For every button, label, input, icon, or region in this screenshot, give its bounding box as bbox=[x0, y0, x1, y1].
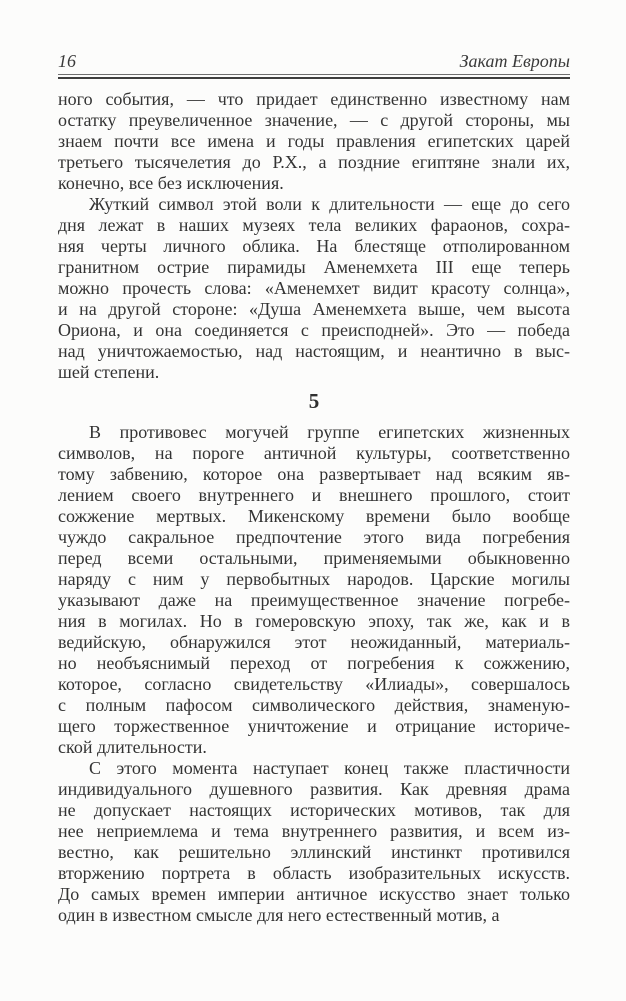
header-rule bbox=[58, 74, 570, 79]
text-line: не допускает настоящих исторических мотивов, так для bbox=[58, 800, 570, 820]
text-line: указывают даже на преимущественное значение погребе- bbox=[58, 590, 570, 610]
running-head bbox=[58, 51, 570, 72]
text-line: один в известном смысле для него естественный мотив, а bbox=[58, 905, 500, 925]
text-line: символов, на пороге античной культуры, соответственно bbox=[58, 443, 570, 463]
text-line: щего торжественное уничтожение и отрицание историче- bbox=[58, 716, 570, 736]
text-line: чуждо сакральное предпочтение этого вида погребения bbox=[58, 527, 570, 547]
text-line: ного события, — что придает единственно известному нам bbox=[58, 89, 570, 109]
text-line: перед всеми остальными, применяемыми обыкновенно bbox=[58, 548, 570, 568]
text-line: лением своего внутреннего и внешнего прошлого, стоит bbox=[58, 485, 570, 505]
text-line: конечно, все без исключения. bbox=[58, 173, 284, 193]
text-line: остатку преувеличенное значение, — с другой стороны, мы bbox=[58, 110, 570, 130]
section-heading: 5 bbox=[308, 389, 320, 413]
text-line: нее неприемлема и тема внутреннего развития, и всем из- bbox=[58, 821, 570, 841]
text-line: дня лежат в наших музеях тела великих фараонов, сохра- bbox=[58, 215, 570, 235]
text-line: над уничтожаемостью, над настоящим, и неантично в выс- bbox=[58, 341, 570, 361]
paragraph bbox=[58, 89, 570, 194]
text-line: и на другой стороне: «Душа Аменемхета выше, чем высота bbox=[58, 299, 570, 319]
text-line: сожжение мертвых. Микенскому времени было вообще bbox=[58, 506, 570, 526]
text-line: индивидуального душевного развития. Как древняя драма bbox=[58, 779, 570, 799]
text-line: наряду с ним у первобытных народов. Царские могилы bbox=[58, 569, 570, 589]
page-number: 16 bbox=[58, 51, 76, 71]
text-line: гранитном острие пирамиды Аменемхета III еще теперь bbox=[58, 257, 570, 277]
text-line: вторжению портрета в область изобразительных искусств. bbox=[58, 863, 570, 883]
text-line: Жуткий символ этой воли к длительности — еще до сего bbox=[89, 194, 570, 214]
text-line: третьего тысячелетия до Р.Х., а поздние египтяне знали их, bbox=[58, 152, 570, 172]
paragraph bbox=[58, 422, 570, 758]
text-line: ния в могилах. Но в гомеровскую эпоху, так же, как и в bbox=[58, 611, 570, 631]
text-line: вестно, как решительно эллинский инстинкт противился bbox=[58, 842, 570, 862]
text-line: можно прочесть слова: «Аменемхет видит красоту солнца», bbox=[58, 278, 570, 298]
text-line: ведийскую, обнаружился этот неожиданный, материаль- bbox=[58, 632, 570, 652]
paragraph bbox=[58, 194, 570, 383]
text-line: няя черты личного облика. На блестяще отполированном bbox=[58, 236, 570, 256]
text-line: которое, согласно свидетельству «Илиады», совершалось bbox=[58, 674, 570, 694]
running-title: Закат Европы bbox=[459, 51, 570, 71]
text-line: В противовес могучей группе египетских жизненных bbox=[89, 422, 570, 442]
text-line: С этого момента наступает конец также пластичности bbox=[89, 758, 570, 778]
text-line: с полным пафосом символического действия, знаменую- bbox=[58, 695, 570, 715]
paragraph bbox=[58, 758, 570, 926]
text-line: Ориона, и она соединяется с преисподней». Это — победа bbox=[58, 320, 570, 340]
text-line: ской длительности. bbox=[58, 737, 207, 757]
text-body bbox=[58, 89, 570, 926]
text-line: но необъяснимый переход от погребения к сожжению, bbox=[58, 653, 570, 673]
text-line: До самых времен империи античное искусство знает только bbox=[58, 884, 570, 904]
text-line: шей степени. bbox=[58, 362, 160, 382]
text-line: знаем почти все имена и годы правления египетских царей bbox=[58, 131, 570, 151]
text-line: тому забвению, которое она развертывает над всяким яв- bbox=[58, 464, 570, 484]
